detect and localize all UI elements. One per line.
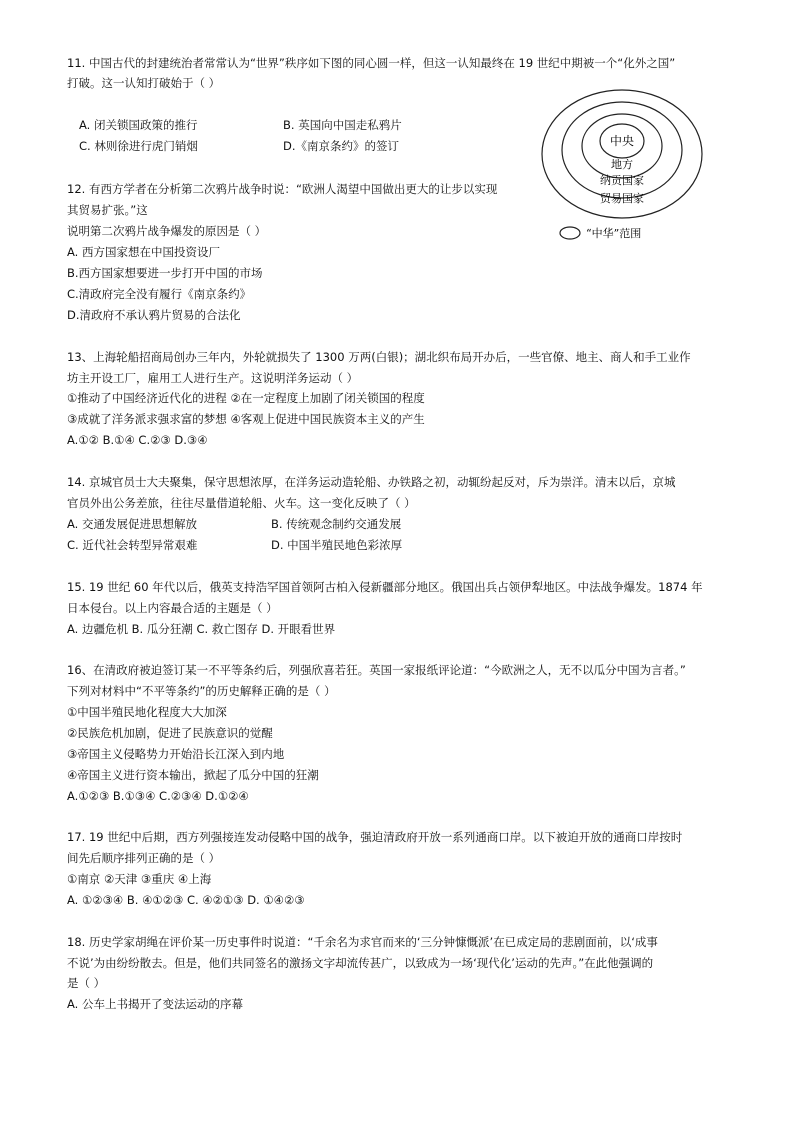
q14-option-c: C. 近代社会转型异常艰难 [67,538,198,552]
q17-stem-line1: 17. 19 世纪中后期，西方列强接连发动侵略中国的战争，强迫清政府开放一系列通商口岸。以下被迫开放的通商口岸按时 [67,830,683,844]
q17-stem-line2: 间先后顺序排列正确的是（ ） [67,851,221,865]
q13-stem-line1: 13、上海轮船招商局创办三年内，外轮就损失了 1300 万两(白银)；湖北织布局开办后，一些官僚、地主、商人和手工业作 [67,350,691,364]
q16-statement-1: ①中国半殖民地化程度大大加深 [67,705,227,719]
legend-label: “中华”范围 [586,227,642,240]
ring-label-center: 中央 [609,134,635,148]
legend-ring-icon [560,227,580,239]
q11-stem-line2: 打破。这一认知打破始于（ ） [67,76,221,90]
q14-option-b: B. 传统观念制约交通发展 [271,517,402,531]
q12-option-c: C.清政府完全没有履行《南京条约》 [67,287,252,301]
q18-stem-line1: 18. 历史学家胡绳在评价某一历史事件时说道：“千余名为求官而来的‘三分钟慷慨派’在已成定局的悲剧面前，以‘成事 [67,935,658,949]
ring-label-trade: 贸易国家 [600,192,644,205]
q12-option-b: B.西方国家想要进一步打开中国的市场 [67,266,263,280]
q18-stem-line2: 不说’为由纷纷散去。但是，他们共同签名的激扬文字却流传甚广，以致成为一场‘现代化’运动的先声。”在此他强调的 [67,956,654,970]
q18-option-a: A. 公车上书揭开了变法运动的序幕 [67,997,243,1011]
q16-stem-line2: 下列对材料中“不平等条约”的历史解释正确的是（ ） [67,684,336,698]
q11-option-b: B. 英国向中国走私鸦片 [283,118,402,132]
q13-stem-line2: 坊主开设工厂，雇用工人进行生产。这说明洋务运动（ ） [67,371,359,385]
ring-label-tributary: 纳贡国家 [600,174,644,187]
q16-statement-4: ④帝国主义进行资本输出，掀起了瓜分中国的狂潮 [67,768,319,782]
q13-options: A.①② B.①④ C.②③ D.③④ [67,433,208,447]
q15-stem-line2: 日本侵台。以上内容最合适的主题是（ ） [67,601,278,615]
q17-options: A. ①②③④ B. ④①②③ C. ④②①③ D. ①④②③ [67,893,305,907]
q13-statement-line2: ③成就了洋务派求强求富的梦想 ④客观上促进中国民族资本主义的产生 [67,412,425,426]
q14-stem-line2: 官员外出公务差旅，往往尽量借道轮船、火车。这一变化反映了（ ） [67,496,416,510]
q18-stem-line3: 是（ ） [67,976,106,990]
q15-options: A. 边疆危机 B. 瓜分狂潮 C. 救亡图存 D. 开眼看世界 [67,622,336,636]
q12-stem-line1: 12. 有西方学者在分析第二次鸦片战争时说：“欧洲人渴望中国做出更大的让步以实现 [67,182,498,196]
q16-stem-line1: 16、在清政府被迫签订某一不平等条约后，列强欣喜若狂。英国一家报纸评论道：“今欧洲之人，无不以瓜分中国为言者。” [67,663,686,677]
q16-options: A.①②③ B.①③④ C.②③④ D.①②④ [67,789,249,803]
concentric-world-order-figure [540,86,710,246]
q11-option-c: C. 林则徐进行虎门销烟 [79,139,198,153]
q11-option-a: A. 闭关锁国政策的推行 [79,118,198,132]
q13-statement-line1: ①推动了中国经济近代化的进程 ②在一定程度上加剧了闭关锁国的程度 [67,391,425,405]
q17-statements: ①南京 ②天津 ③重庆 ④上海 [67,872,212,886]
q11-option-d: D.《南京条约》的签订 [283,139,400,153]
q15-stem-line1: 15. 19 世纪 60 年代以后，俄英支持浩罕国首领阿古柏入侵新疆部分地区。俄国出兵占领伊犁地区。中法战争爆发。1874 年 [67,580,703,594]
q12-stem-line2: 其贸易扩张。”这 [67,203,148,217]
q14-option-d: D. 中国半殖民地色彩浓厚 [271,538,403,552]
q12-stem-line3: 说明第二次鸦片战争爆发的原因是（ ） [67,224,267,238]
ring-label-local: 地方 [611,158,633,171]
q14-option-a: A. 交通发展促进思想解放 [67,517,197,531]
q12-option-a: A. 西方国家想在中国投资设厂 [67,245,220,259]
q14-stem-line1: 14. 京城官员士大夫聚集，保守思想浓厚，在洋务运动造轮船、办铁路之初，动辄纷起反对，斥为崇洋。清末以后，京城 [67,475,676,489]
q16-statement-3: ③帝国主义侵略势力开始沿长江深入到内地 [67,747,285,761]
q11-stem-line1: 11. 中国古代的封建统治者常常认为“世界”秩序如下图的同心圆一样，但这一认知最终在 19 世纪中期被一个“化外之国” [67,56,676,70]
q16-statement-2: ②民族危机加剧，促进了民族意识的觉醒 [67,726,273,740]
q12-option-d: D.清政府不承认鸦片贸易的合法化 [67,308,241,322]
